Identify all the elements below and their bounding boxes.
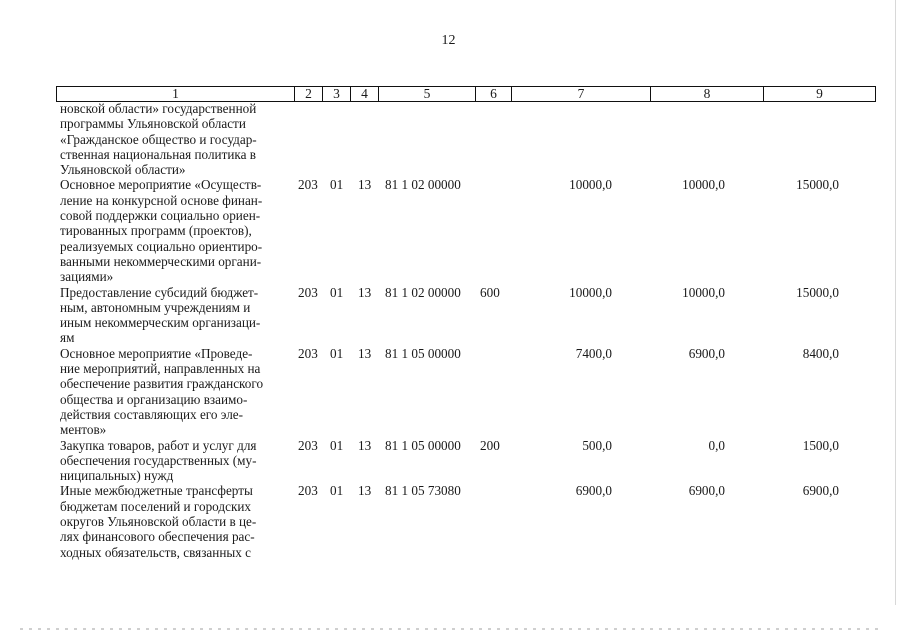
description-line: ходных обязательств, связанных с (60, 544, 251, 560)
target-article-code: 81 1 05 00000 (385, 345, 461, 361)
description-line: Иные межбюджетные трансферты (60, 483, 253, 499)
subchapter-code: 13 (358, 437, 372, 453)
column-header-table (56, 86, 876, 102)
row-description (60, 346, 293, 438)
section-code: 203 (298, 437, 318, 453)
column-header-9: 9 (764, 87, 876, 102)
description-line: зациями» (60, 269, 114, 285)
subchapter-code: 13 (358, 177, 372, 193)
column-header-3: 3 (323, 87, 351, 102)
description-line: ментов» (60, 422, 107, 438)
column-header-8: 8 (651, 87, 764, 102)
section-code: 203 (298, 177, 318, 193)
description-line: совой поддержки социально ориен- (60, 208, 261, 224)
description-line: действия составляющих его эле- (60, 406, 244, 422)
chapter-code: 01 (330, 345, 344, 361)
amount-year-2: 10000,0 (682, 284, 725, 300)
description-line: Предоставление субсидий бюджет- (60, 284, 259, 300)
amount-year-2: 10000,0 (682, 177, 725, 193)
subchapter-code: 13 (358, 345, 372, 361)
page-number: 12 (441, 33, 456, 48)
row-description (60, 177, 293, 284)
amount-year-1: 500,0 (582, 437, 612, 453)
description-line: ным, автономным учреждениям и (60, 299, 251, 315)
column-header-4: 4 (351, 87, 379, 102)
description-line: лях финансового обеспечения рас- (60, 529, 255, 545)
chapter-code: 01 (330, 177, 344, 193)
amount-year-3: 1500,0 (802, 437, 839, 453)
description-line: «Гражданское общество и государ- (60, 131, 257, 147)
description-line: иным некоммерческим организаци- (60, 315, 261, 331)
table-row (0, 101, 905, 177)
description-line: обеспечение развития гражданского (60, 376, 264, 392)
description-line: программы Ульяновской области (60, 116, 246, 132)
expense-type-code: 600 (480, 284, 500, 300)
subchapter-code: 13 (358, 483, 372, 499)
amount-year-1: 10000,0 (569, 284, 612, 300)
target-article-code: 81 1 05 00000 (385, 437, 461, 453)
amount-year-1: 10000,0 (569, 177, 612, 193)
row-description (60, 101, 293, 177)
scan-page-edge (895, 0, 896, 605)
description-line: обеспечения государственных (му- (60, 452, 257, 468)
description-line: Ульяновской области» (60, 162, 186, 178)
table-row (0, 438, 905, 484)
column-header-5: 5 (379, 87, 476, 102)
amount-year-3: 6900,0 (802, 483, 839, 499)
column-header-row (57, 87, 876, 102)
row-description (60, 438, 293, 484)
table-row (0, 285, 905, 346)
description-line: Основное мероприятие «Проведе- (60, 345, 253, 361)
description-line: ление на конкурсной основе финан- (60, 192, 263, 208)
budget-table-body (0, 101, 905, 560)
amount-year-3: 8400,0 (802, 345, 839, 361)
column-header-6: 6 (476, 87, 512, 102)
description-line: бюджетам поселений и городских (60, 498, 252, 514)
target-article-code: 81 1 02 00000 (385, 177, 461, 193)
description-line: Основное мероприятие «Осуществ- (60, 177, 262, 193)
table-row (0, 346, 905, 438)
target-article-code: 81 1 05 73080 (385, 483, 461, 499)
description-line: округов Ульяновской области в це- (60, 514, 257, 530)
description-line: реализуемых социально ориентиро- (60, 238, 263, 254)
amount-year-1: 7400,0 (575, 345, 612, 361)
row-description (60, 483, 293, 559)
amount-year-3: 15000,0 (796, 284, 839, 300)
amount-year-2: 6900,0 (688, 345, 725, 361)
description-line: новской области» государственной (60, 101, 257, 116)
amount-year-2: 0,0 (708, 437, 725, 453)
description-line: Закупка товаров, работ и услуг для (60, 437, 257, 453)
chapter-code: 01 (330, 437, 344, 453)
subchapter-code: 13 (358, 284, 372, 300)
table-row (0, 483, 905, 559)
description-line: ниципальных) нужд (60, 468, 174, 484)
description-line: ям (60, 330, 75, 346)
amount-year-3: 15000,0 (796, 177, 839, 193)
amount-year-1: 6900,0 (575, 483, 612, 499)
column-header-7: 7 (512, 87, 651, 102)
description-line: тированных программ (проектов), (60, 223, 252, 239)
column-header-2: 2 (295, 87, 323, 102)
amount-year-2: 6900,0 (688, 483, 725, 499)
chapter-code: 01 (330, 284, 344, 300)
description-line: общества и организацию взаимо- (60, 391, 248, 407)
row-description (60, 285, 293, 346)
expense-type-code: 200 (480, 437, 500, 453)
section-code: 203 (298, 284, 318, 300)
section-code: 203 (298, 483, 318, 499)
table-row (0, 177, 905, 284)
chapter-code: 01 (330, 483, 344, 499)
target-article-code: 81 1 02 00000 (385, 284, 461, 300)
scan-noise-strip (20, 628, 880, 630)
description-line: ванными некоммерческими органи- (60, 253, 262, 269)
column-header-1: 1 (57, 87, 295, 102)
description-line: ние мероприятий, направленных на (60, 361, 261, 377)
section-code: 203 (298, 345, 318, 361)
description-line: ственная национальная политика в (60, 146, 256, 162)
